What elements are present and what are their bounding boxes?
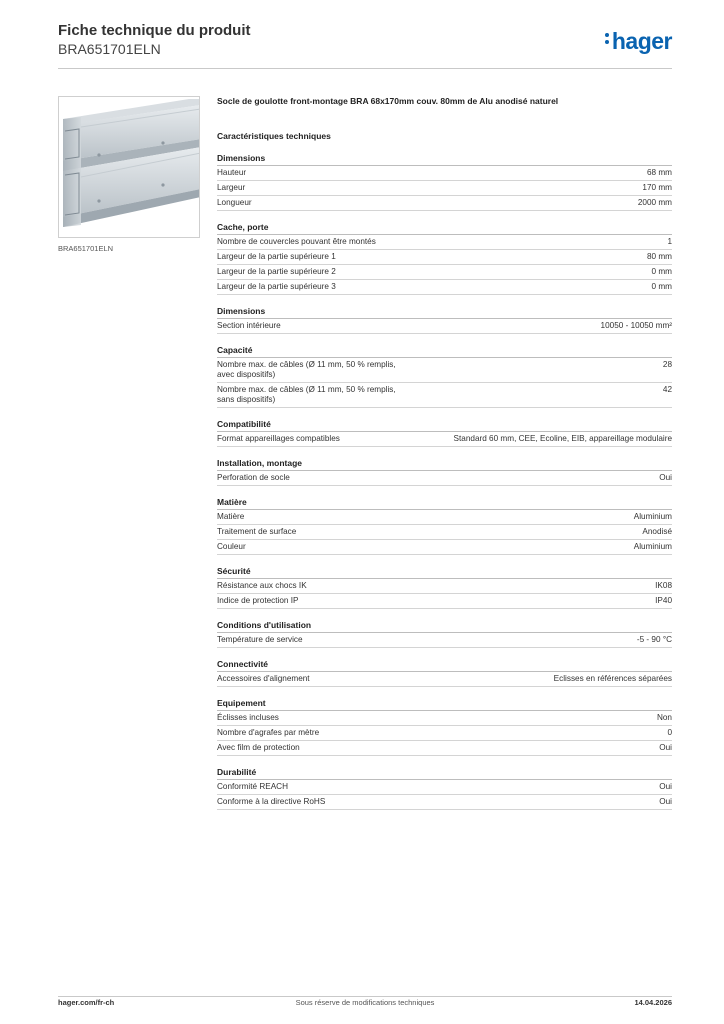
- section-title: Sécurité: [217, 566, 672, 579]
- spec-label: Résistance aux chocs IK: [217, 581, 307, 590]
- spec-row: [217, 594, 672, 609]
- spec-label: Matière: [217, 512, 245, 521]
- spec-row: [217, 196, 672, 211]
- spec-label: Conforme à la directive RoHS: [217, 797, 326, 806]
- spec-row: [217, 510, 672, 525]
- spec-row: [217, 672, 672, 687]
- spec-value: Aluminium: [633, 542, 672, 551]
- spec-label: Format appareillages compatibles: [217, 434, 340, 443]
- spec-label: Éclisses incluses: [217, 713, 279, 722]
- spec-row: [217, 780, 672, 795]
- section-title: Dimensions: [217, 306, 672, 319]
- spec-value: Aluminium: [633, 512, 672, 521]
- section-title: Conditions d'utilisation: [217, 620, 672, 633]
- spec-row: [217, 432, 672, 447]
- spec-row: [217, 711, 672, 726]
- spec-row: [217, 525, 672, 540]
- spec-section: [217, 345, 672, 408]
- spec-label: Nombre de couvercles pouvant être montés: [217, 237, 376, 246]
- footer-divider: [58, 996, 672, 997]
- spec-label: Nombre d'agrafes par mètre: [217, 728, 320, 737]
- spec-value: 42: [662, 385, 672, 394]
- spec-label: Accessoires d'alignement: [217, 674, 310, 683]
- spec-row: [217, 280, 672, 295]
- spec-value: Anodisé: [642, 527, 672, 536]
- cable-trunking-illustration-icon: [59, 97, 200, 238]
- spec-sections: [217, 153, 672, 810]
- spec-value: 0 mm: [651, 282, 672, 291]
- spec-row: [217, 579, 672, 594]
- spec-row: [217, 358, 672, 383]
- spec-row: [217, 265, 672, 280]
- spec-section: [217, 698, 672, 756]
- spec-label: Nombre max. de câbles (Ø 11 mm, 50 % remplis, avec dispositifs): [217, 360, 396, 379]
- section-title: Dimensions: [217, 153, 672, 166]
- product-image: [58, 96, 200, 238]
- footer-website-link[interactable]: hager.com/fr-ch: [58, 998, 115, 1007]
- spec-label: Avec film de protection: [217, 743, 300, 752]
- spec-label: Indice de protection IP: [217, 596, 299, 605]
- page-header: [58, 22, 672, 68]
- spec-label: Température de service: [217, 635, 303, 644]
- spec-section: [217, 497, 672, 555]
- page-footer: [58, 998, 672, 1012]
- spec-value: Eclisses en références séparées: [553, 674, 672, 683]
- spec-section: [217, 306, 672, 334]
- footer-notice: Sous réserve de modifications techniques: [295, 998, 435, 1007]
- section-title: Durabilité: [217, 767, 672, 780]
- spec-value: Oui: [659, 797, 672, 806]
- spec-value: 170 mm: [642, 183, 672, 192]
- logo-dots-icon: [605, 30, 610, 47]
- spec-value: 80 mm: [646, 252, 672, 261]
- spec-section: [217, 659, 672, 687]
- spec-section: [217, 566, 672, 609]
- section-title: Capacité: [217, 345, 672, 358]
- spec-row: [217, 181, 672, 196]
- spec-row: [217, 795, 672, 810]
- spec-label: Couleur: [217, 542, 246, 551]
- spec-value: 1: [667, 237, 672, 246]
- spec-section: [217, 620, 672, 648]
- section-title: Cache, porte: [217, 222, 672, 235]
- spec-value: -5 - 90 °C: [636, 635, 672, 644]
- spec-value: IP40: [655, 596, 672, 605]
- spec-label: Largeur de la partie supérieure 1: [217, 252, 336, 261]
- spec-section: [217, 458, 672, 486]
- spec-label: Nombre max. de câbles (Ø 11 mm, 50 % remplis, sans dispositifs): [217, 385, 396, 404]
- spec-value: Oui: [659, 473, 672, 482]
- spec-section: [217, 153, 672, 211]
- spec-label: Conformité REACH: [217, 782, 288, 791]
- spec-row: [217, 235, 672, 250]
- spec-value: 0 mm: [651, 267, 672, 276]
- spec-section: [217, 419, 672, 447]
- section-title: Equipement: [217, 698, 672, 711]
- product-description: Socle de goulotte front-montage BRA 68x170mm couv. 80mm de Alu anodisé naturel: [217, 96, 559, 106]
- spec-row: [217, 250, 672, 265]
- spec-label: Longueur: [217, 198, 252, 207]
- spec-row: [217, 166, 672, 181]
- spec-label: Traitement de surface: [217, 527, 297, 536]
- product-details: [217, 96, 672, 810]
- image-caption: BRA651701ELN: [58, 244, 114, 253]
- spec-row: [217, 741, 672, 756]
- footer-date: 14.04.2026: [634, 998, 672, 1007]
- spec-section: [217, 222, 672, 295]
- logo-text: hager: [611, 28, 672, 54]
- spec-value: 10050 - 10050 mm²: [600, 321, 672, 330]
- section-title: Compatibilité: [217, 419, 672, 432]
- spec-value: Non: [656, 713, 672, 722]
- spec-section: [217, 767, 672, 810]
- spec-row: [217, 319, 672, 334]
- spec-label: Largeur de la partie supérieure 2: [217, 267, 336, 276]
- spec-label: Hauteur: [217, 168, 247, 177]
- spec-value: IK08: [655, 581, 672, 590]
- section-title: Installation, montage: [217, 458, 672, 471]
- spec-label: Section intérieure: [217, 321, 281, 330]
- spec-label: Largeur de la partie supérieure 3: [217, 282, 336, 291]
- spec-row: [217, 471, 672, 486]
- spec-row: [217, 383, 672, 408]
- spec-row: [217, 540, 672, 555]
- technical-characteristics-title: Caractéristiques techniques: [217, 131, 331, 141]
- document-title: Fiche technique du produit: [58, 22, 251, 39]
- spec-value: 0: [667, 728, 672, 737]
- spec-value: 2000 mm: [637, 198, 672, 207]
- header-divider: [58, 68, 672, 69]
- spec-value: 68 mm: [646, 168, 672, 177]
- product-reference: BRA651701ELN: [58, 41, 161, 57]
- spec-label: Largeur: [217, 183, 246, 192]
- section-title: Matière: [217, 497, 672, 510]
- spec-value: Oui: [659, 782, 672, 791]
- spec-row: [217, 633, 672, 648]
- spec-value: Standard 60 mm, CEE, Ecoline, EIB, appareillage modulaire: [453, 434, 672, 443]
- spec-label: Perforation de socle: [217, 473, 290, 482]
- section-title: Connectivité: [217, 659, 672, 672]
- spec-row: [217, 726, 672, 741]
- hager-logo[interactable]: [605, 28, 672, 55]
- spec-value: Oui: [659, 743, 672, 752]
- spec-value: 28: [662, 360, 672, 369]
